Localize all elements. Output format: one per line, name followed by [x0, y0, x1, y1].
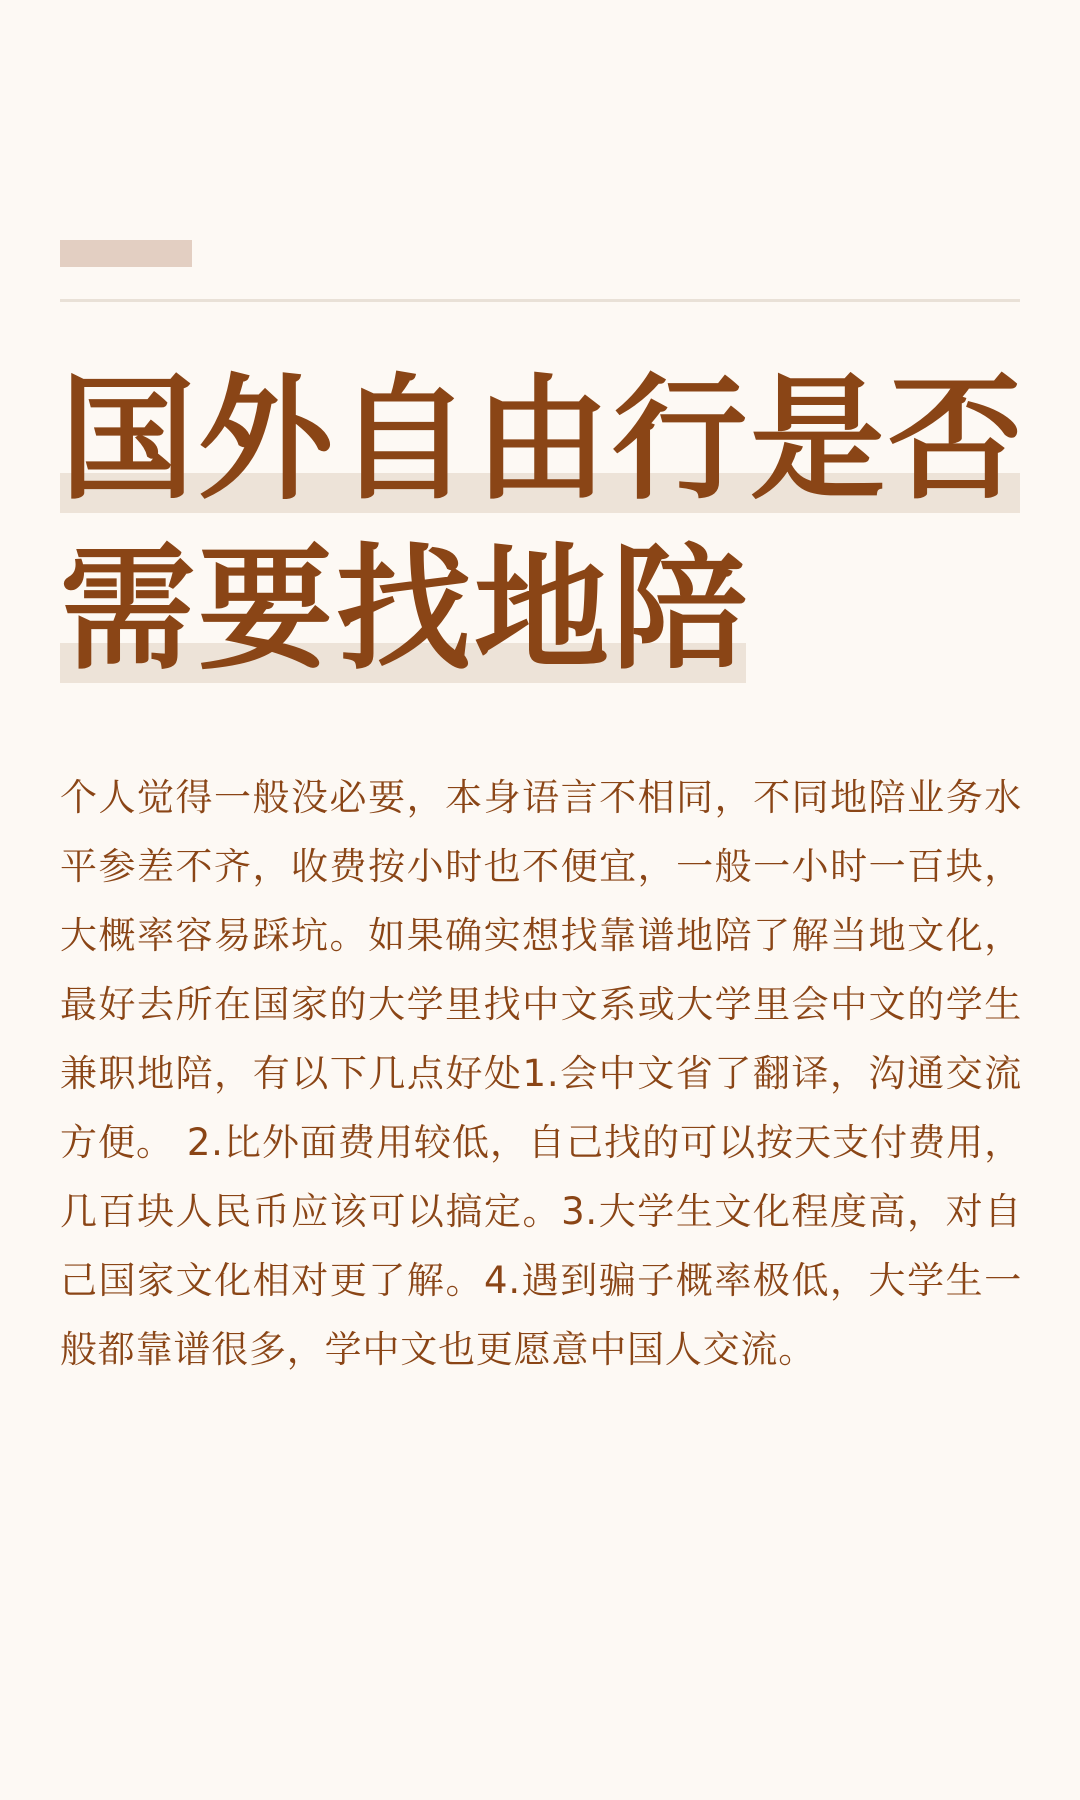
title-line-2 [60, 525, 1020, 695]
title-text-1: 国外自由行是否 [60, 361, 1026, 518]
decorative-tag-bar [60, 240, 192, 267]
article-body: 个人觉得一般没必要，本身语言不相同，不同地陪业务水平参差不齐，收费按小时也不便宜，一般一小时一百块，大概率容易踩坑。如果确实想找靠谱地陪了解当地文化，最好去所在国家的大学里找中文系或大学里会中文的学生兼职地陪，有以下几点好处1.会中文省了翻译，沟通交流方便。 2.比外面费用较低，自己找的可以按天支付费用，几百块人民币应该可以搞定。3.大学生文化程度高，对自己国家文化相对更了解。4.遇到骗子概率极低，大学生一般都靠谱很多，学中文也更愿意中国人交流。 [60, 776, 1022, 1371]
divider-line [60, 299, 1020, 302]
title-text-2: 需要找地陪 [60, 531, 750, 688]
page-title [60, 355, 1026, 695]
title-line-1 [60, 355, 1026, 525]
